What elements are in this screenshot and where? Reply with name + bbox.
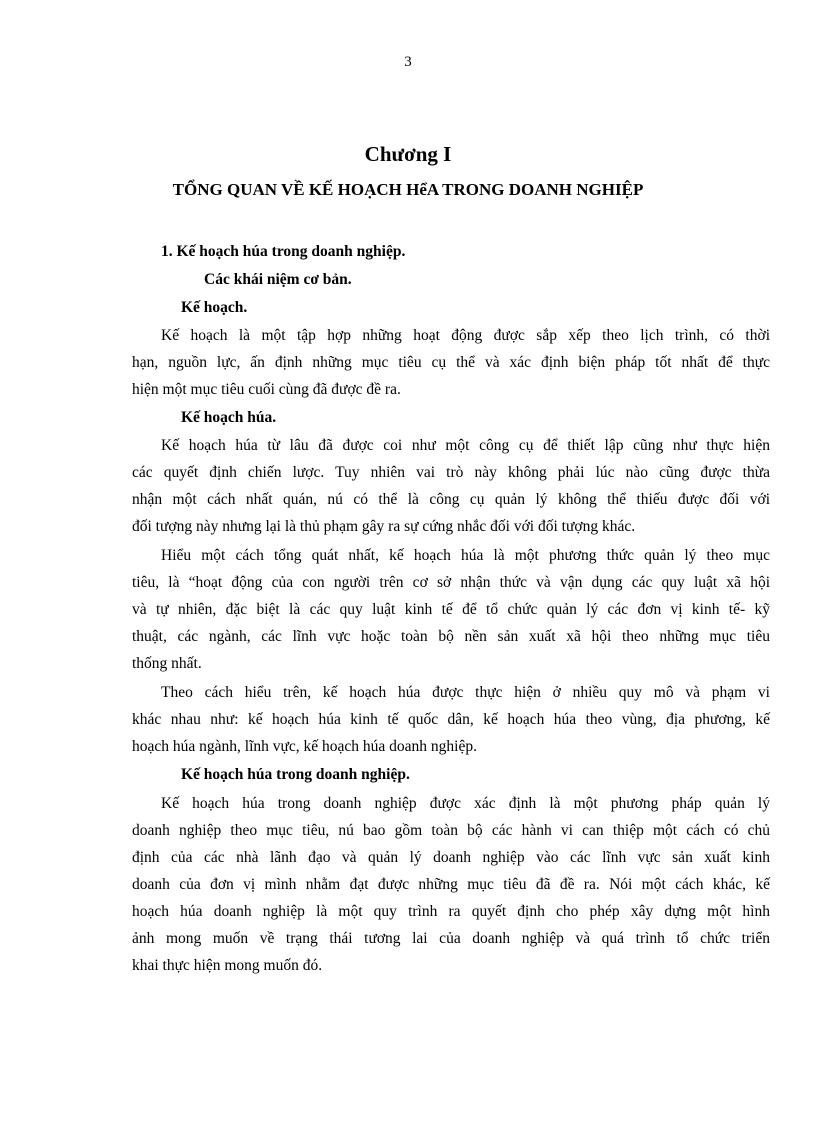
paragraph-line: hoạch húa doanh nghiệp là một quy trình ra quyết định cho phép xây dựng một hình xyxy=(132,903,770,920)
paragraph-line: đối tượng này nhưng lại là thủ phạm gây ra sự cứng nhắc đối với đối tượng khác. xyxy=(132,518,636,535)
paragraph-line: nhận một cách nhất quán, nú có thể là công cụ quản lý không thể thiếu được đối với xyxy=(132,491,770,508)
paragraph-line: hiện một mục tiêu cuối cùng đã được đề ra. xyxy=(132,381,401,398)
paragraph-line: khác nhau như: kế hoạch húa kinh tế quốc dân, kế hoạch húa theo vùng, địa phương, kế xyxy=(132,711,770,728)
paragraph-line: Theo cách hiểu trên, kế hoạch húa được thực hiện ở nhiều quy mô và phạm vi xyxy=(161,684,770,701)
paragraph-line: tiêu, là “hoạt động của con người trên cơ sở nhận thức và vận dụng các quy luật xã hội xyxy=(132,574,770,591)
chapter-title: TỔNG QUAN VỀ KẾ HOẠCH HểA TRONG DOANH NGHIỆP xyxy=(172,180,644,199)
paragraph-line: và tự nhiên, đặc biệt là các quy luật kinh tế để tổ chức quản lý các đơn vị kinh tế- kỹ xyxy=(132,601,770,618)
chapter-heading: Chương I xyxy=(364,142,452,166)
subsection-heading: Kế hoạch húa. xyxy=(181,409,277,426)
paragraph-line: khai thực hiện mong muốn đó. xyxy=(132,957,323,974)
paragraph-line: doanh nghiệp theo mục tiêu, nú bao gồm toàn bộ các hành vi can thiệp một cách có chủ xyxy=(132,822,770,839)
section-heading: 1. Kế hoạch húa trong doanh nghiệp. xyxy=(161,243,406,260)
paragraph-line: hoạch húa ngành, lĩnh vực, kế hoạch húa doanh nghiệp. xyxy=(132,738,477,755)
paragraph-line: doanh của đơn vị mình nhằm đạt được những mục tiêu đã đề ra. Nói một cách khác, kế xyxy=(132,876,770,893)
paragraph-line: ảnh mong muốn về trạng thái tương lai của doanh nghiệp và quá trình tổ chức triển xyxy=(132,930,770,947)
subsection-heading: Kế hoạch húa trong doanh nghiệp. xyxy=(181,766,410,783)
paragraph-line: định của các nhà lãnh đạo và quản lý doanh nghiệp vào các lĩnh vực sản xuất kinh xyxy=(132,849,770,866)
page-number: 3 xyxy=(404,54,412,70)
subsection-heading: Các khái niệm cơ bản. xyxy=(204,271,352,288)
paragraph-line: Kế hoạch húa từ lâu đã được coi như một công cụ để thiết lập cũng như thực hiện xyxy=(161,437,770,454)
paragraph-line: hạn, nguồn lực, ấn định những mục tiêu cụ thể và xác định biện pháp tốt nhất để thực xyxy=(132,354,770,371)
paragraph-line: thuật, các ngành, các lĩnh vực hoặc toàn bộ nền sản xuất xã hội theo những mục tiêu xyxy=(132,628,770,645)
paragraph-line: các quyết định chiến lược. Tuy nhiên vai trò này không phải lúc nào cũng được thừa xyxy=(132,464,770,481)
paragraph-line: Hiểu một cách tổng quát nhất, kế hoạch húa là một phương thức quản lý theo mục xyxy=(161,547,770,564)
subsection-heading: Kế hoạch. xyxy=(181,299,248,316)
paragraph-line: thống nhất. xyxy=(132,655,202,672)
paragraph-line: Kế hoạch là một tập hợp những hoạt động được sắp xếp theo lịch trình, có thời xyxy=(161,327,770,344)
paragraph-line: Kế hoạch húa trong doanh nghiệp được xác định là một phương pháp quản lý xyxy=(161,795,770,812)
